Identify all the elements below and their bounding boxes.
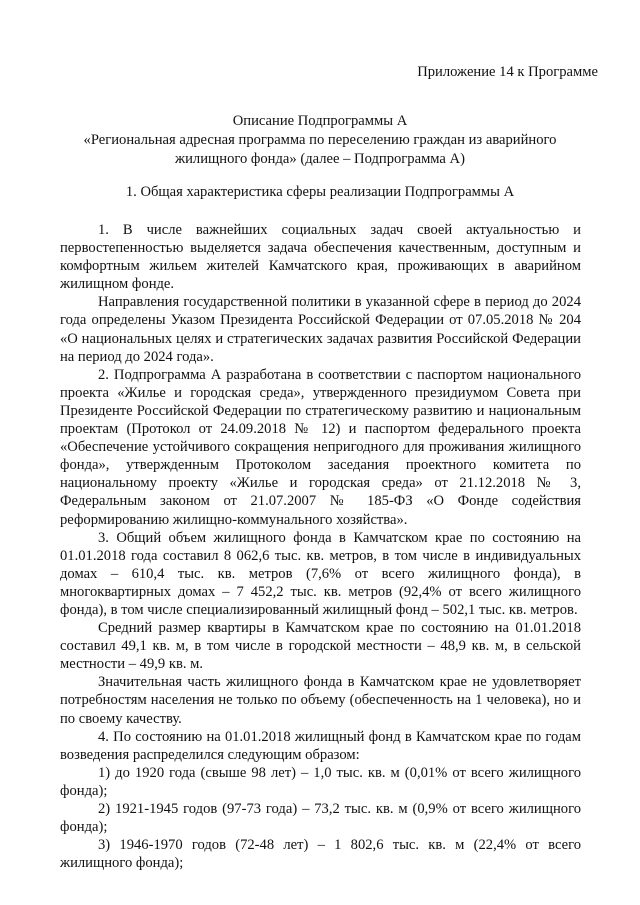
paragraph: Средний размер квартиры в Камчатском крае по состоянию на 01.01.2018 составил 49,1 кв. м, в том числе в городской местности – 48,9 кв. м, в сельской местности – 49,9 кв. м. [60,620,581,673]
paragraph: 4. По состоянию на 01.01.2018 жилищный фонд в Камчатском крае по годам возведения распределился следующим образом: [60,728,581,763]
subprogram-full-name: «Региональная адресная программа по переселению граждан из аварийного жилищного фонда» (далее – Подпрограмма А) [83,132,557,167]
appendix-label: Приложение 14 к Программе [417,64,598,80]
paragraph: 2. Подпрограмма А разработана в соответствии с паспортом национального проекта «Жилье и городская среда», утвержденного президиумом Совета при Президенте Российской Федерации по стратегическому развитию и национальным проектам (Протокол от 24.09.2018 № 12) и паспортом федерального проекта «Обеспечение устойчивого сокращения непригодного для проживания жилищного фонда», утвержденным Протоколом заседания проектного комитета по национальному проекту «Жилье и городская среда» от 21.12.2018 № 3, Федеральным законом от 21.07.2007 № 185-ФЗ «О Фонде содействия реформированию жилищно-коммунального хозяйства». [60,366,581,528]
paragraph: Значительная часть жилищного фонда в Камчатском крае не удовлетворяет потребностям населения не только по объему (обеспеченность на 1 человека), но и по своему качеству. [60,674,581,727]
list-item: 2) 1921-1945 годов (97-73 года) – 73,2 тыс. кв. м (0,9% от всего жилищного фонда); [60,801,581,836]
document-title [60,112,580,169]
list-item: 1) до 1920 года (свыше 98 лет) – 1,0 тыс. кв. м (0,01% от всего жилищного фонда); [60,764,581,799]
paragraph: 1. В числе важнейших социальных задач своей актуальностью и первостепенностью выделяется задача обеспечения качественным, доступным и комфортным жильем жителей Камчатского края, проживающих в аварийном жилищном фонде. [60,222,581,293]
paragraph: 3. Общий объем жилищного фонда в Камчатском крае по состоянию на 01.01.2018 года составил 8 062,6 тыс. кв. метров, в том числе в индивидуальных домах – 610,4 тыс. кв. метров (7,6% от всего жилищного фонда), в многоквартирных домах – 7 452,2 тыс. кв. метров (92,4% от всего жилищного фонда), в том числе специализированный жилищный фонд – 502,1 тыс. кв. метров. [60,529,581,618]
section-heading: 1. Общая характеристика сферы реализации Подпрограммы А [125,184,515,200]
section-body [60,221,581,872]
paragraph: Направления государственной политики в указанной сфере в период до 2024 года определены Указом Президента Российской Федерации от 07.05.2018 № 204 «О национальных целях и стратегических задачах развития Российской Федерации на период до 2024 года». [60,294,581,365]
list-item: 3) 1946-1970 годов (72-48 лет) – 1 802,6 тыс. кв. м (22,4% от всего жилищного фонда); [60,837,581,872]
subprogram-title: Описание Подпрограммы А [232,113,408,129]
